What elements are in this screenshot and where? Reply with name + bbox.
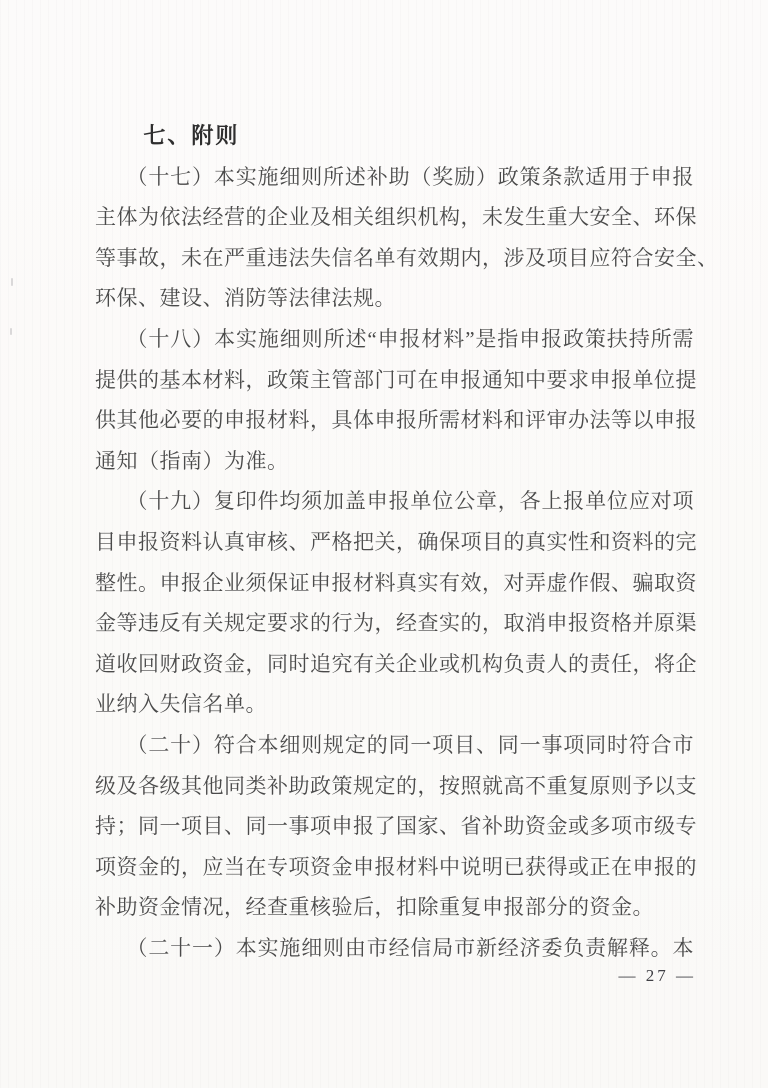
text-line: （二十一）本实施细则由市经信局市新经济委负责解释。本 [126, 935, 694, 960]
paragraph-item-19 [95, 481, 697, 725]
scan-artifact-mark [10, 328, 12, 335]
section-heading: 七、附则 [143, 123, 240, 148]
text-line: 供其他必要的申报材料，具体申报所需材料和评审办法等以申报 [95, 408, 697, 433]
text-line: 目申报资料认真审核、严格把关，确保项目的真实性和资料的完 [95, 529, 697, 554]
text-line: 通知（指南）为准。 [95, 448, 289, 473]
paragraph-item-20 [95, 725, 697, 928]
text-line: 补助资金情况，经查重核验后，扣除重复申报部分的资金。 [95, 895, 654, 920]
text-line: （十七）本实施细则所述补助（奖励）政策条款适用于申报 [126, 164, 694, 189]
text-line: 环保、建设、消防等法律法规。 [95, 286, 396, 311]
text-line: 级及各级其他同类补助政策规定的，按照就高不重复原则予以支 [95, 773, 697, 798]
paragraph-item-17 [95, 157, 719, 319]
text-line: 金等违反有关规定要求的行为，经查实的，取消申报资格并原渠 [95, 611, 697, 636]
paragraph-item-18 [95, 319, 697, 481]
text-line: （十九）复印件均须加盖申报单位公章，各上报单位应对项 [126, 489, 694, 514]
text-line: 整性。申报企业须保证申报材料真实有效，对弄虚作假、骗取资 [95, 570, 697, 595]
text-line: 持；同一项目、同一事项申报了国家、省补助资金或多项市级专 [95, 814, 697, 839]
scan-artifact-mark [11, 278, 13, 286]
page-number: — 27 — [618, 966, 696, 985]
text-line: 业纳入失信名单。 [95, 692, 267, 717]
text-line: 提供的基本材料，政策主管部门可在申报通知中要求申报单位提 [95, 367, 697, 392]
text-line: 等事故，未在严重违法失信名单有效期内，涉及项目应符合安全、 [95, 245, 719, 270]
text-line: 主体为依法经营的企业及相关组织机构，未发生重大安全、环保 [95, 205, 697, 230]
paragraph-item-21 [95, 928, 694, 969]
text-line: （二十）符合本细则规定的同一项目、同一事项同时符合市 [126, 732, 694, 757]
text-line: 项资金的，应当在专项资金申报材料中说明已获得或正在申报的 [95, 854, 697, 879]
text-line: 道收回财政资金，同时追究有关企业或机构负责人的责任，将企 [95, 651, 697, 676]
document-body [95, 116, 719, 968]
text-line: （十八）本实施细则所述“申报材料”是指申报政策扶持所需 [126, 326, 694, 351]
